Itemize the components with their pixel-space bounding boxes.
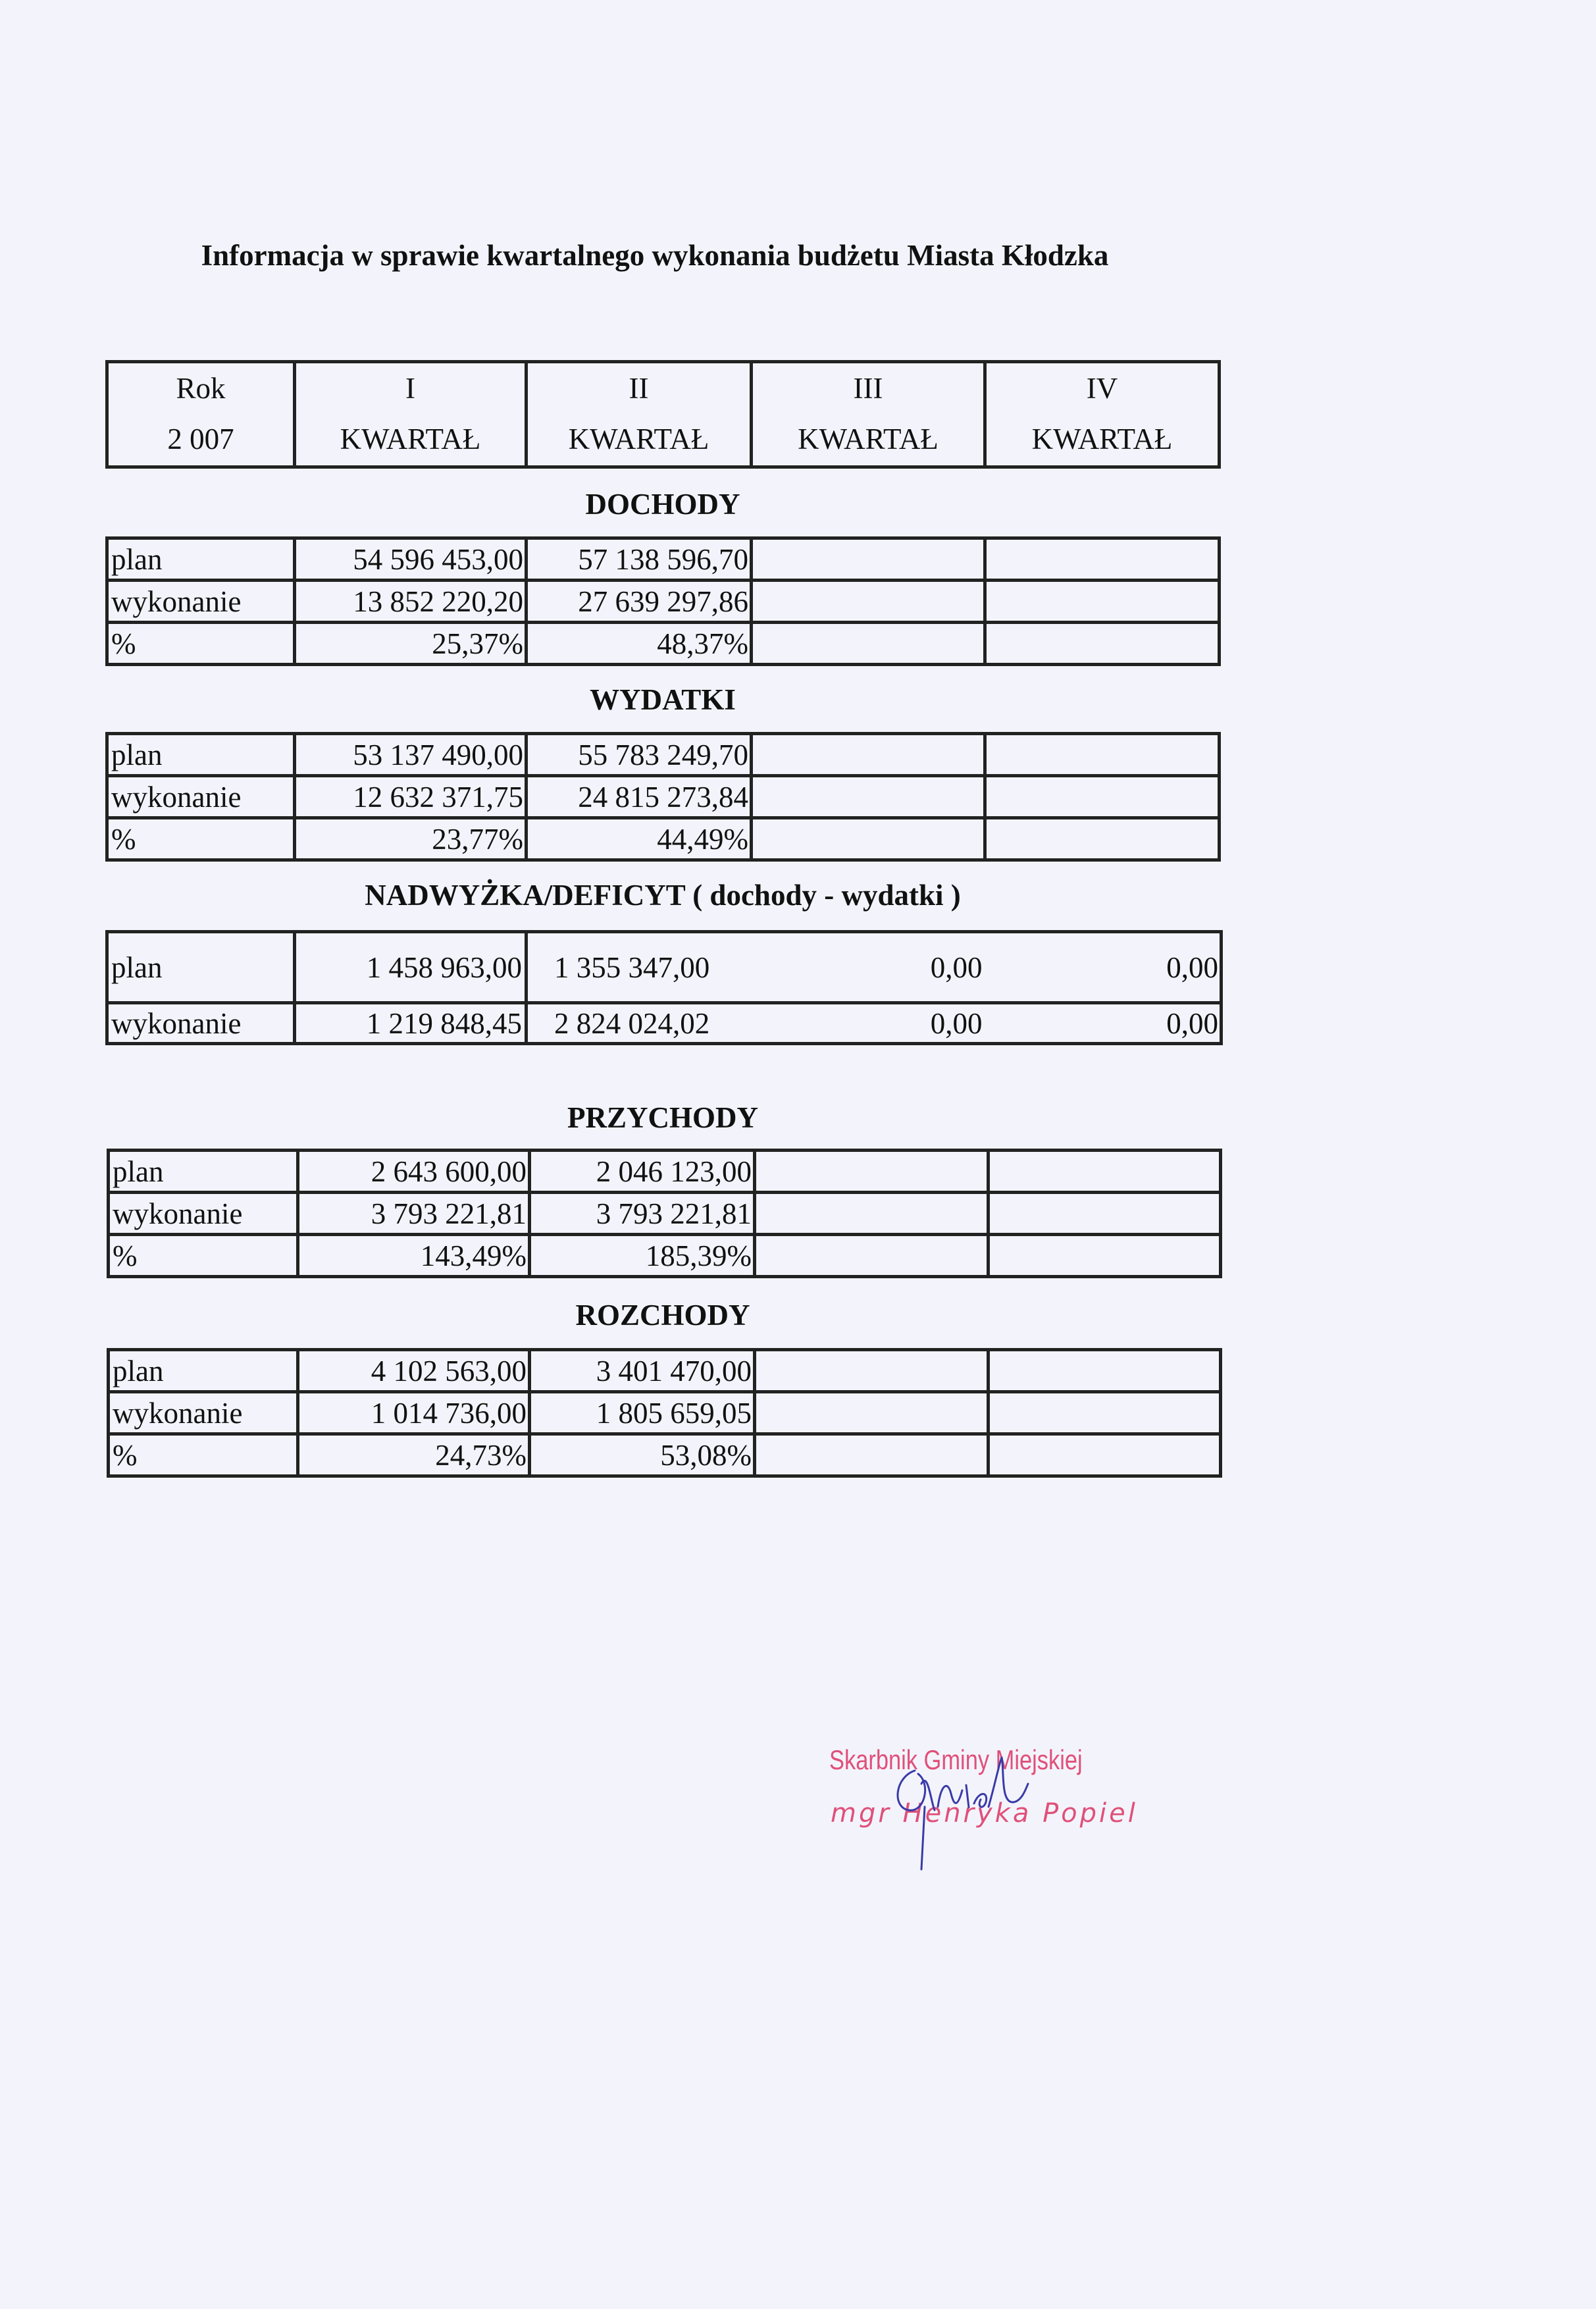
- cell-value: 53 137 490,00: [295, 734, 527, 776]
- cell-value: [752, 581, 985, 623]
- cell-value: 55 783 249,70: [527, 734, 752, 776]
- cell-value: 2 643 600,00: [298, 1151, 530, 1193]
- table-row: [109, 1350, 1221, 1392]
- row-label: plan: [107, 538, 295, 581]
- table-nadwyzka: [105, 930, 1223, 1045]
- row-label: %: [109, 1434, 298, 1476]
- cell-value: 4 102 563,00: [298, 1350, 530, 1392]
- cell-value: [985, 581, 1220, 623]
- row-label: plan: [109, 1350, 298, 1392]
- quarter-2-label: KWARTAŁ: [527, 413, 752, 467]
- cell-value: 12 632 371,75: [295, 776, 527, 818]
- cell-value: 44,49%: [527, 818, 752, 860]
- table-row: [109, 1193, 1221, 1235]
- cell-value: [989, 1193, 1221, 1235]
- cell-value: [752, 776, 985, 818]
- quarter-3-number: III: [752, 362, 985, 413]
- cell-value: 1 458 963,00: [295, 932, 527, 1003]
- quarter-2-number: II: [527, 362, 752, 413]
- table-rozchody: [107, 1348, 1222, 1478]
- cell-value: 1 355 347,00: [527, 932, 752, 1003]
- cell-value: [989, 1235, 1221, 1277]
- row-label: plan: [107, 932, 295, 1003]
- cell-value: [755, 1235, 989, 1277]
- stamp-line-name: mgr Henryka Popiel: [831, 1798, 1138, 1829]
- table-row: [107, 776, 1220, 818]
- quarter-4-number: IV: [985, 362, 1220, 413]
- cell-value: 25,37%: [295, 623, 527, 665]
- row-label: plan: [109, 1151, 298, 1193]
- cell-value: [989, 1392, 1221, 1434]
- row-label: wykonanie: [107, 581, 295, 623]
- cell-value: [755, 1350, 989, 1392]
- cell-value: 3 793 221,81: [298, 1193, 530, 1235]
- signature-icon: [816, 1744, 1132, 1876]
- table-row: [109, 1151, 1221, 1193]
- table-row: [109, 1392, 1221, 1434]
- cell-value: 3 793 221,81: [530, 1193, 755, 1235]
- cell-value: [752, 734, 985, 776]
- cell-value: 143,49%: [298, 1235, 530, 1277]
- quarter-1-label: KWARTAŁ: [295, 413, 527, 467]
- quarter-4-label: KWARTAŁ: [985, 413, 1220, 467]
- stamp-line-title: Skarbnik Gminy Miejskiej: [829, 1744, 1083, 1775]
- cell-value: 2 046 123,00: [530, 1151, 755, 1193]
- cell-value: 0,00: [752, 932, 985, 1003]
- cell-value: 1 805 659,05: [530, 1392, 755, 1434]
- row-label: wykonanie: [109, 1392, 298, 1434]
- cell-value: [755, 1434, 989, 1476]
- cell-value: [752, 818, 985, 860]
- cell-value: [985, 776, 1220, 818]
- row-label: wykonanie: [107, 776, 295, 818]
- table-row: [107, 932, 1222, 1003]
- table-row: [107, 623, 1220, 665]
- cell-value: 48,37%: [527, 623, 752, 665]
- cell-value: 0,00: [752, 1003, 985, 1044]
- cell-value: 24,73%: [298, 1434, 530, 1476]
- cell-value: 0,00: [985, 932, 1222, 1003]
- row-label: wykonanie: [107, 1003, 295, 1044]
- cell-value: [985, 538, 1220, 581]
- cell-value: 0,00: [985, 1003, 1222, 1044]
- section-title-dochody: DOCHODY: [585, 488, 740, 521]
- cell-value: 185,39%: [530, 1235, 755, 1277]
- cell-value: 24 815 273,84: [527, 776, 752, 818]
- section-title-nadwyzka: NADWYŻKA/DEFICYT ( dochody - wydatki ): [365, 879, 961, 912]
- cell-value: 1 219 848,45: [295, 1003, 527, 1044]
- cell-value: 13 852 220,20: [295, 581, 527, 623]
- cell-value: [752, 623, 985, 665]
- document-title: Informacja w sprawie kwartalnego wykonania budżetu Miasta Kłodzka: [201, 239, 1109, 272]
- section-title-wydatki: WYDATKI: [590, 683, 736, 716]
- quarter-1-number: I: [295, 362, 527, 413]
- table-row: [107, 818, 1220, 860]
- table-przychody: [107, 1149, 1222, 1278]
- cell-value: [755, 1151, 989, 1193]
- official-stamp: [816, 1744, 1138, 1876]
- cell-value: 53,08%: [530, 1434, 755, 1476]
- table-row: [109, 1434, 1221, 1476]
- row-label: plan: [107, 734, 295, 776]
- cell-value: 2 824 024,02: [527, 1003, 752, 1044]
- section-title-rozchody: ROZCHODY: [575, 1299, 750, 1332]
- cell-value: [985, 818, 1220, 860]
- header-table: [105, 360, 1221, 469]
- table-row: [107, 538, 1220, 581]
- cell-value: 1 014 736,00: [298, 1392, 530, 1434]
- row-label: %: [107, 818, 295, 860]
- cell-value: 57 138 596,70: [527, 538, 752, 581]
- row-label: %: [109, 1235, 298, 1277]
- cell-value: [989, 1434, 1221, 1476]
- cell-value: [985, 734, 1220, 776]
- table-row: [107, 734, 1220, 776]
- table-row: [109, 1235, 1221, 1277]
- row-label: %: [107, 623, 295, 665]
- cell-value: [989, 1350, 1221, 1392]
- cell-value: [755, 1392, 989, 1434]
- cell-value: 27 639 297,86: [527, 581, 752, 623]
- table-wydatki: [105, 732, 1221, 862]
- cell-value: [755, 1193, 989, 1235]
- cell-value: 3 401 470,00: [530, 1350, 755, 1392]
- cell-value: 54 596 453,00: [295, 538, 527, 581]
- table-dochody: [105, 536, 1221, 666]
- cell-value: [989, 1151, 1221, 1193]
- table-row: [107, 1003, 1222, 1044]
- cell-value: [752, 538, 985, 581]
- cell-value: [985, 623, 1220, 665]
- cell-value: 23,77%: [295, 818, 527, 860]
- quarter-3-label: KWARTAŁ: [752, 413, 985, 467]
- table-row: [107, 581, 1220, 623]
- section-title-przychody: PRZYCHODY: [567, 1101, 758, 1134]
- rok-label: Rok: [107, 362, 295, 413]
- rok-value: 2 007: [107, 413, 295, 467]
- row-label: wykonanie: [109, 1193, 298, 1235]
